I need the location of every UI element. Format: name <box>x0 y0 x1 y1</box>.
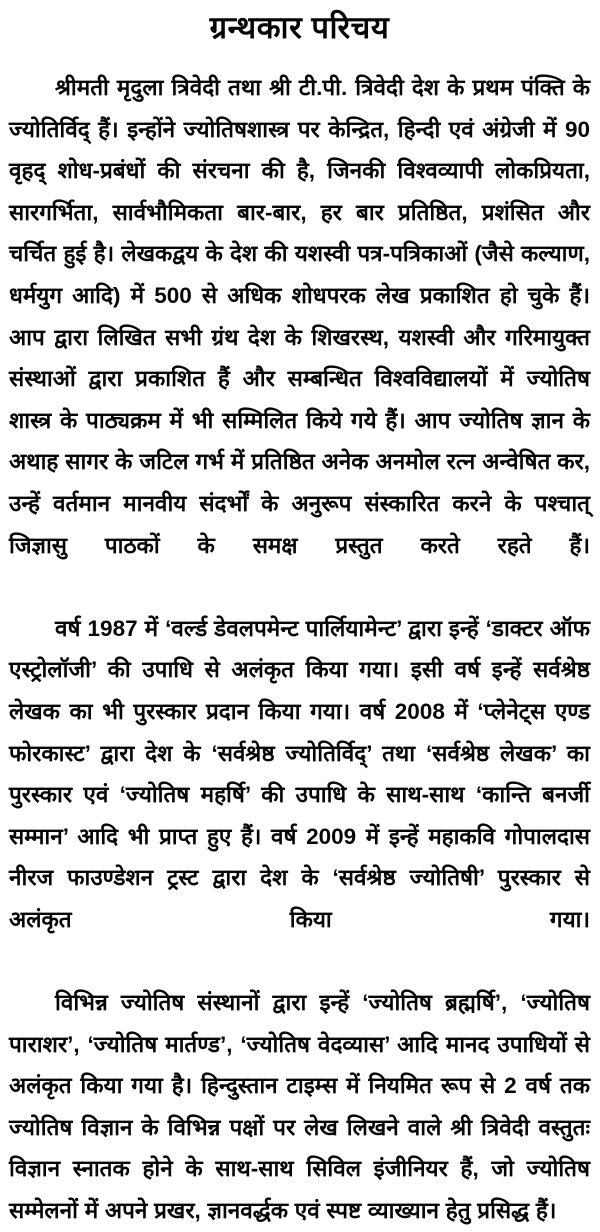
paragraph-2: वर्ष 1987 में ‘वर्ल्ड डेवलपमेन्ट पार्लियामेन्ट’ द्वारा इन्हें ‘डाक्टर ऑफ एस्ट्रोलॉजी’ की उपाधि से अलंकृत किया गया। इसी वर्ष इन्हें सर्वश्रेष्ठ लेखक का भी पुरस्कार प्रदान किया गया। वर्ष 2008 में ‘प्लेनेट्स एण्ड फोरकास्ट’ द्वारा देश के ‘सर्वश्रेष्ठ ज्योतिर्विद्’ तथा ‘सर्वश्रेष्ठ लेखक’ का पुरस्कार एवं ‘ज्योतिष महर्षि’ की उपाधि के साथ-साथ ‘कान्ति बनर्जी सम्मान’ आदि भी प्राप्त हुए हैं। वर्ष 2009 में इन्हें महाकवि गोपालदास नीरज फाउण्डेशन ट्रस्ट द्वारा देश के ‘सर्वश्रेष्ठ ज्योतिषी’ पुरस्कार से अलंकृत किया गया। <box>9 615 590 932</box>
paragraph-1: श्रीमती मृदुला त्रिवेदी तथा श्री टी.पी. त्रिवेदी देश के प्रथम पंक्ति के ज्योतिर्विद् हैं। इन्होंने ज्योतिषशास्त्र पर केन्द्रित, हिन्दी एवं अंग्रेजी में 90 वृहद् शोध-प्रबंधों की संरचना की है, जिनकी विश्वव्यापी लोकप्रियता, सारगर्भिता, सार्वभौमिकता बार-बार, हर बार प्रतिष्ठित, प्रशंसित और चर्चित हुई है। लेखकद्वय के देश की यशस्वी पत्र-पत्रिकाओं (जैसे कल्याण, धर्मयुग आदि) में 500 से अधिक शोधपरक लेख प्रकाशित हो चुके हैं। आप द्वारा लिखित सभी ग्रंथ देश के शिखरस्थ, यशस्वी और गरिमायुक्त संस्थाओं द्वारा प्रकाशित हैं और सम्बन्धित विश्वविद्यालयों में ज्योतिष शास्त्र के पाठ्यक्रम में भी सम्मिलित किये गये हैं। आप ज्योतिष ज्ञान के अथाह सागर के जटिल गर्भ में प्रतिष्ठित अनेक अनमोल रत्न अन्वेषित कर, उन्हें वर्तमान मानवीय संदर्भों के अनुरूप संस्कारित करने के पश्चात् जिज्ञासु पाठकों के समक्ष प्रस्तुत करते रहते हैं। <box>9 75 590 558</box>
body-copy <box>9 67 590 1232</box>
page-title: ग्रन्थकार परिचय <box>209 10 390 45</box>
paragraph-3: विभिन्न ज्योतिष संस्थानों द्वारा इन्हें ‘ज्योतिष ब्रह्मर्षि’, ‘ज्योतिष पाराशर’, ‘ज्योतिष मार्तण्ड’, ‘ज्योतिष वेदव्यास’ आदि मानद उपाधियों से अलंकृत किया गया है। हिन्दुस्तान टाइम्स में नियमित रूप से 2 वर्ष तक ज्योतिष विज्ञान के विभिन्न पक्षों पर लेख लिखने वाले श्री त्रिवेदी वस्तुतः विज्ञान स्नातक होने के साथ-साथ सिविल इंजीनियर हैं, जो ज्योतिष सम्मेलनों में अपने प्रखर, ज्ञानवर्द्धक एवं स्पष्ट व्याख्यान हेतु प्रसिद्ध हैं। <box>9 990 590 1224</box>
document-page <box>0 10 600 1224</box>
